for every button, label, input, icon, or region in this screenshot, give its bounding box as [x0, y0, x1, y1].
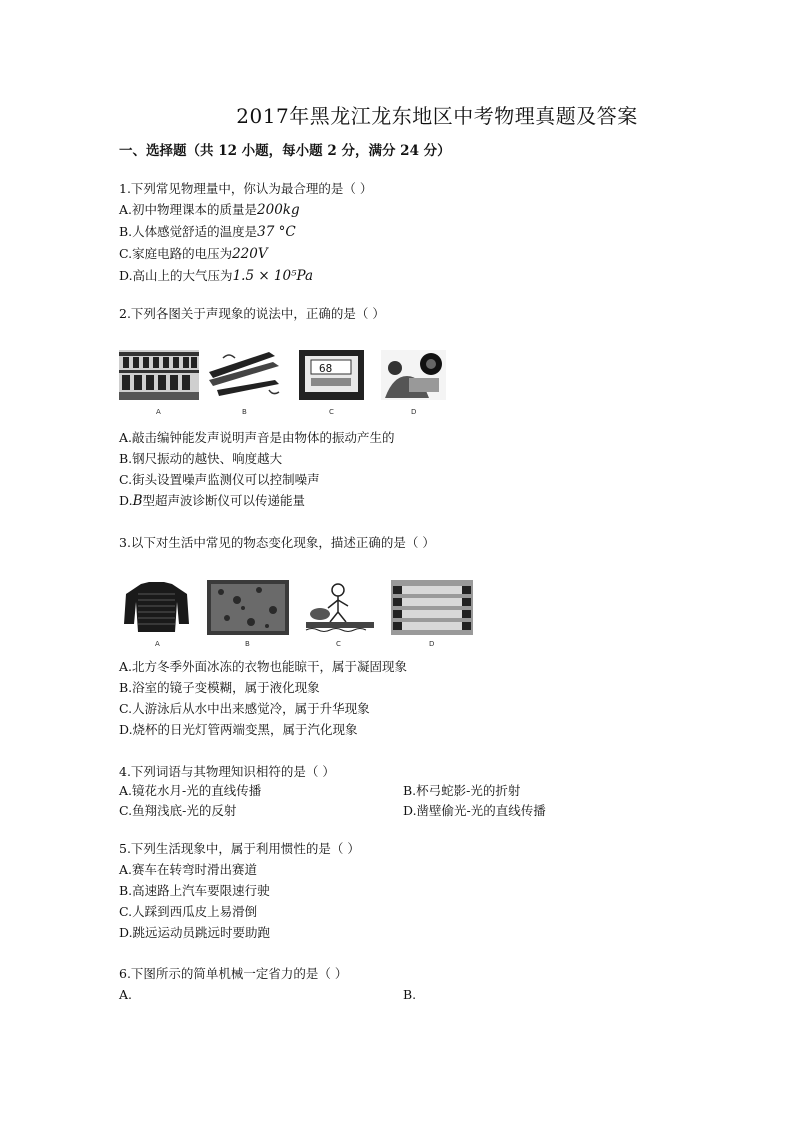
meter-reading: 68 — [319, 362, 333, 375]
question-3-option-d: D.烧杯的日光灯管两端变黑，属于汽化现象 — [119, 722, 358, 737]
figure-caption: A — [156, 408, 161, 416]
page-title: 2017年黑龙江龙东地区中考物理真题及答案 — [236, 104, 638, 128]
section-heading: 一、选择题（共 12 小题，每小题 2 分，满分 24 分） — [119, 143, 451, 159]
question-5-option-b: B.高速路上汽车要限速行驶 — [119, 883, 270, 898]
question-6-stem: 6.下图所示的简单机械一定省力的是（ ） — [119, 966, 348, 981]
figure-caption: B — [245, 640, 250, 648]
question-5-stem: 5.下列生活现象中，属于利用惯性的是（ ） — [119, 841, 360, 856]
question-3-stem-wrap — [119, 532, 435, 553]
question-1 — [119, 178, 372, 287]
option-math: 37 °C — [257, 224, 296, 240]
figure-caption: B — [242, 408, 247, 416]
question-4-row-1-col-2 — [403, 781, 603, 801]
question-4-option-d: D.凿壁偷光-光的直线传播 — [403, 803, 546, 818]
question-1-stem: 1.下列常见物理量中，你认为最合理的是（ ） — [119, 181, 373, 196]
question-3-option-a: A.北方冬季外面冰冻的衣物也能晾干，属于凝固现象 — [119, 659, 408, 674]
question-2-option-b: B.钢尺振动的越快、响度越大 — [119, 451, 283, 466]
ruler-image — [209, 350, 284, 400]
question-2-stem-wrap — [119, 303, 385, 324]
question-6-row-col-2 — [403, 985, 603, 1005]
figure-caption: C — [336, 640, 341, 648]
question-2-options — [119, 427, 395, 512]
option-text: B.人体感觉舒适的温度是 — [119, 224, 258, 239]
option-math: 220V — [232, 246, 268, 262]
option-math: 200kg — [257, 202, 300, 218]
question-1-option-c — [119, 243, 372, 265]
question-4-option-a: A.镜花水月-光的直线传播 — [119, 783, 262, 798]
question-2-stem: 2.下列各图关于声现象的说法中，正确的是（ ） — [119, 306, 385, 321]
option-text: A.初中物理课本的质量是 — [119, 202, 258, 217]
question-4-stem-wrap — [119, 761, 335, 782]
question-4-row-2-col-2 — [403, 801, 603, 821]
figure-caption: D — [411, 408, 417, 416]
option-prefix: D. — [119, 493, 133, 508]
figure-caption: D — [429, 640, 435, 648]
question-6 — [119, 963, 347, 984]
question-4-option-b: B.杯弓蛇影-光的折射 — [403, 783, 521, 798]
question-5-option-d: D.跳远运动员跳远时要助跑 — [119, 925, 271, 940]
swimmer-image — [302, 580, 377, 635]
question-5-option-c: C.人踩到西瓜皮上易滑倒 — [119, 904, 258, 919]
figure-caption: C — [329, 408, 334, 416]
question-2-figures — [119, 350, 449, 420]
ultrasound-image — [381, 350, 446, 400]
question-1-option-a — [119, 199, 372, 221]
option-text: D.高山上的大气压为 — [119, 268, 233, 283]
question-5-option-a: A.赛车在转弯时滑出赛道 — [119, 862, 258, 877]
noise-meter-image — [299, 350, 364, 400]
mirror-image — [207, 580, 289, 635]
question-3-option-c: C.人游泳后从水中出来感觉冷，属于升华现象 — [119, 701, 370, 716]
question-5 — [119, 838, 360, 943]
question-6-option-b: B. — [403, 987, 417, 1002]
question-4-stem: 4.下列词语与其物理知识相符的是（ ） — [119, 764, 335, 779]
bells-image — [119, 350, 199, 400]
question-4-option-c: C.鱼翔浅底-光的反射 — [119, 803, 237, 818]
question-2-option-d — [119, 490, 395, 512]
question-3-options — [119, 656, 407, 740]
lamp-tubes-image — [391, 580, 473, 635]
clothes-image — [119, 580, 194, 635]
question-3-stem: 3.以下对生活中常见的物态变化现象，描述正确的是（ ） — [119, 535, 435, 550]
question-3-figures — [119, 580, 479, 650]
question-6-option-a: A. — [119, 987, 133, 1002]
figure-caption: A — [155, 640, 160, 648]
option-math: B — [132, 493, 143, 509]
question-2-option-c: C.街头设置噪声监测仪可以控制噪声 — [119, 472, 320, 487]
question-3-option-b: B.浴室的镜子变模糊，属于液化现象 — [119, 680, 320, 695]
option-text: 型超声波诊断仪可以传递能量 — [142, 493, 305, 508]
question-1-option-b — [119, 221, 372, 243]
option-text: C.家庭电路的电压为 — [119, 246, 233, 261]
option-math: 1.5 × 10⁵Pa — [232, 268, 314, 284]
question-1-option-d — [119, 265, 372, 287]
question-2-option-a: A.敲击编钟能发声说明声音是由物体的振动产生的 — [119, 430, 395, 445]
